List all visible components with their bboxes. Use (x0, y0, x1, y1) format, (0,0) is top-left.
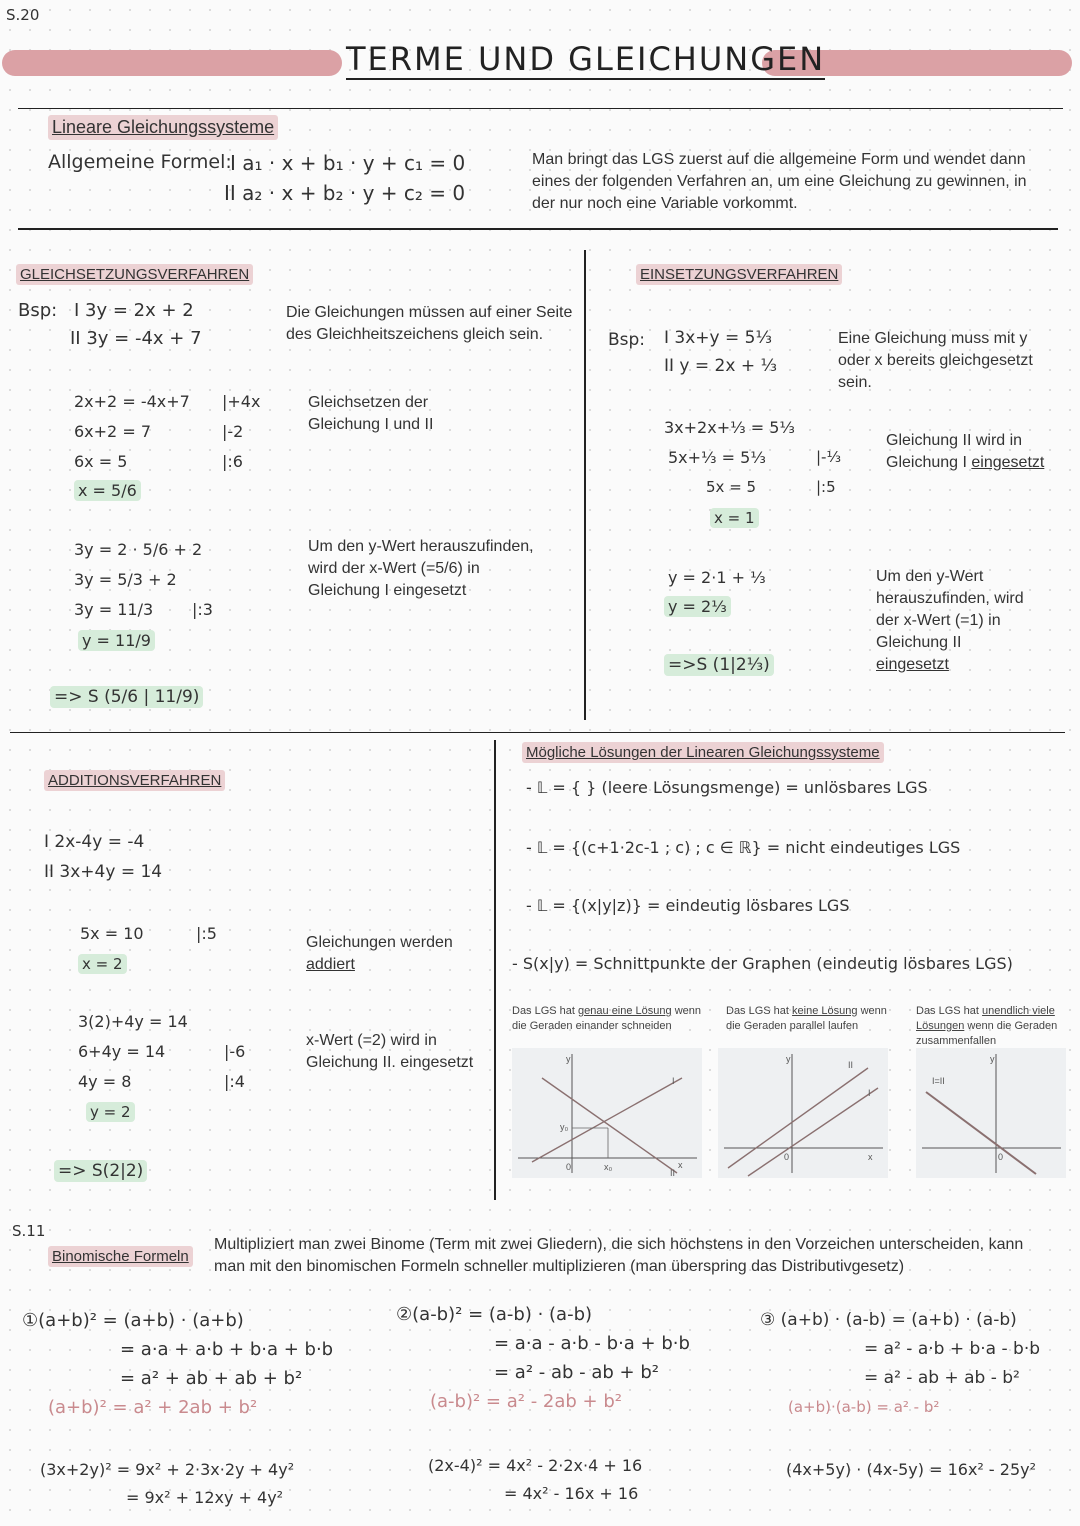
formula-3 (760, 1306, 1075, 1422)
formula-result: (a+b)² = a² + 2ab + b² (48, 1397, 258, 1418)
line-label: II (670, 1168, 676, 1178)
addition-section (44, 772, 484, 1202)
note: Die Gleichungen müssen auf einer Seite des Gleichheitszeichens gleich sein. (286, 304, 573, 343)
gleichsetzung-heading: GLEICHSETZUNGSVERFAHREN (16, 264, 253, 285)
op: |:3 (192, 600, 213, 619)
formula-line: = a·a + a·b + b·a + b·b (120, 1339, 334, 1360)
line-label: I (868, 1088, 871, 1098)
lgs-note: Man bringt das LGS zuerst auf die allgemeine Form und wendet dann eines der folgenden Verfahren an, um eine Gleichung zu gewinnen, in der nur noch eine Variable vorkommt. (532, 151, 1027, 212)
case-text: Das LGS hat (726, 1005, 789, 1017)
formula-line: = a² - a·b + b·a - b·b (864, 1339, 1041, 1359)
op: |-6 (224, 1042, 246, 1061)
op: |-⅓ (816, 448, 842, 466)
y-step: y = 2·1 + ⅓ (668, 568, 766, 587)
bsp-label: Bsp: (608, 330, 646, 350)
eq-1: I 2x-4y = -4 (44, 832, 145, 852)
binom-heading: Binomische Formeln (48, 1246, 193, 1267)
case-text: wenn die Geraden zusammenfallen (916, 1020, 1058, 1047)
solution-item: - 𝕃 = { } (leere Lösungsmenge) = unlösbares LGS (526, 778, 928, 797)
gleichsetzung-section (16, 266, 576, 726)
line-label: II (848, 1060, 854, 1070)
note-part: Gleichung II wird in (886, 432, 1023, 449)
lgs-heading: Lineare Gleichungssysteme (48, 115, 278, 140)
formula-line: ②(a-b)² = (a-b) · (a-b) (396, 1304, 593, 1325)
axis-label: x (868, 1152, 873, 1162)
formula-line: = a² - ab + ab - b² (864, 1368, 1020, 1388)
general-eq-1: I a₁ · x + b₁ · y + c₁ = 0 (230, 151, 466, 175)
case-text: Das LGS hat (512, 1005, 575, 1017)
axis-label: y (566, 1054, 571, 1064)
op: |:5 (816, 478, 836, 496)
note-part: eingesetzt (876, 656, 949, 673)
step: 6x = 5 (74, 452, 128, 471)
page-title: TERME UND GLEICHUNGEN (346, 40, 826, 78)
formula-line: = a·a - a·b - b·a + b·b (494, 1333, 690, 1354)
y-step: 6+4y = 14 (78, 1042, 166, 1061)
case-text: keine Lösung (792, 1005, 858, 1017)
example-line: = 9x² + 12xy + 4y² (126, 1488, 284, 1507)
y-step: 3(2)+4y = 14 (78, 1012, 188, 1031)
graph-coincident (916, 1048, 1066, 1178)
note-part: Gleichung I (886, 454, 967, 471)
formula-2-example (428, 1452, 748, 1508)
formula-1-example (40, 1456, 380, 1512)
note-part: addiert (306, 956, 355, 973)
formula-line: ①(a+b)² = (a+b) · (a+b) (22, 1310, 244, 1331)
line-label: I (672, 1076, 675, 1086)
axis-label: x (678, 1160, 683, 1170)
binom-intro: Multipliziert man zwei Binome (Term mit zwei Gliedern), die sich höchstens in den Vorzeichen unterscheiden, kann man mit den binomischen Formeln schneller multiplizieren (man überspring das Distributivgesetz) (214, 1236, 1024, 1275)
formula-line: ③ (a+b) · (a-b) = (a+b) · (a-b) (760, 1310, 1017, 1330)
step: 2x+2 = -4x+7 (74, 392, 190, 411)
op: |:6 (222, 452, 243, 471)
eq-1: I 3y = 2x + 2 (74, 300, 194, 321)
formula-label: Allgemeine Formel: (48, 151, 232, 173)
op: |:4 (224, 1072, 245, 1091)
note: Um den y-Wert herauszufinden, wird der x-Wert (=5/6) in Gleichung I eingesetzt (308, 538, 534, 599)
graph-intersecting (512, 1048, 702, 1178)
loesungen-heading: Mögliche Lösungen der Linearen Gleichungssysteme (522, 742, 884, 763)
step: 3x+2x+⅓ = 5⅓ (664, 418, 795, 437)
result-y: y = 11/9 (78, 630, 155, 651)
case-2-note (726, 1004, 901, 1034)
note-part: eingesetzt (971, 454, 1045, 471)
page-number: S.11 (12, 1222, 46, 1240)
eq-1: I 3x+y = 5⅓ (664, 328, 772, 348)
formula-1 (22, 1306, 382, 1422)
solution: => S (5/6 | 11/9) (50, 686, 203, 708)
note: Eine Gleichung muss mit y oder x bereits gleichgesetzt sein. (838, 330, 1033, 391)
example-line: (3x+2y)² = 9x² + 2·3x·2y + 4y² (40, 1460, 295, 1479)
case-text: unendlich viele Lösungen (916, 1005, 1055, 1032)
line-label: I=II (932, 1076, 945, 1086)
case-1-note (512, 1004, 712, 1034)
eq-2: II y = 2x + ⅓ (664, 356, 777, 376)
axis-label: 0 (784, 1152, 790, 1162)
result-x: x = 2 (78, 954, 127, 974)
step: 5x = 10 (80, 924, 144, 943)
case-text: wenn die Geraden einander schneiden (512, 1005, 701, 1032)
loesungen-section (506, 744, 1074, 1194)
page-number: S.20 (6, 6, 40, 24)
case-text: genau eine Lösung (578, 1005, 672, 1017)
axis-label: y (786, 1054, 791, 1064)
axis-label: 0 (566, 1162, 572, 1172)
case-text: wenn die Geraden parallel laufen (726, 1005, 887, 1032)
op: |:5 (196, 924, 217, 943)
op: |-2 (222, 422, 244, 441)
formula-3-example (786, 1456, 1076, 1484)
example-line: (2x-4)² = 4x² - 2·2x·4 + 16 (428, 1456, 643, 1475)
y-step: 4y = 8 (78, 1072, 132, 1091)
eq-2: II 3y = -4x + 7 (70, 328, 202, 349)
solution-item: - 𝕃 = {(c+1·2c-1 ; c) ; c ∈ ℝ} = nicht eindeutiges LGS (526, 838, 961, 857)
divider (10, 732, 1065, 733)
note (876, 566, 1036, 676)
case-text: Das LGS hat (916, 1005, 979, 1017)
einsetzung-heading: EINSETZUNGSVERFAHREN (636, 264, 842, 285)
axis-label: x₀ (604, 1162, 613, 1172)
formula-line: = a² + ab + ab + b² (120, 1368, 303, 1389)
formula-result: (a-b)² = a² - 2ab + b² (430, 1391, 622, 1412)
step: 5x = 5 (706, 478, 757, 496)
example-line: (4x+5y) · (4x-5y) = 16x² - 25y² (786, 1460, 1037, 1479)
note-part: Gleichungen werden (306, 934, 453, 951)
axis-label: y (990, 1054, 995, 1064)
lgs-section (48, 115, 1058, 212)
eq-2: II 3x+4y = 14 (44, 862, 163, 882)
graph-parallel (718, 1048, 888, 1178)
formula-2 (396, 1300, 756, 1416)
divider (18, 228, 1058, 230)
y-step: 3y = 2 · 5/6 + 2 (74, 540, 203, 559)
bsp-label: Bsp: (18, 300, 58, 321)
y-step: 3y = 5/3 + 2 (74, 570, 177, 589)
note: x-Wert (=2) wird in Gleichung II. eingesetzt (306, 1032, 474, 1071)
axis-label: y₀ (560, 1122, 569, 1132)
example-line: = 4x² - 16x + 16 (504, 1484, 639, 1503)
result-y: y = 2⅓ (664, 596, 731, 617)
solution: => S(2|2) (54, 1160, 147, 1182)
step: 5x+⅓ = 5⅓ (668, 448, 766, 467)
addition-heading: ADDITIONSVERFAHREN (44, 770, 225, 791)
note (306, 932, 476, 976)
solution-item: - 𝕃 = {(x|y|z)} = eindeutig lösbares LGS (526, 896, 850, 915)
formula-line: = a² - ab - ab + b² (494, 1362, 660, 1383)
result-x: x = 5/6 (74, 480, 141, 501)
formula-result: (a+b)·(a-b) = a² - b² (788, 1398, 940, 1416)
case-3-note (916, 1004, 1066, 1049)
einsetzung-section (606, 266, 1066, 726)
title-bar-left (2, 50, 342, 76)
axis-label: 0 (998, 1152, 1004, 1162)
y-step: 3y = 11/3 (74, 600, 154, 619)
step: 6x+2 = 7 (74, 422, 151, 441)
result-x: x = 1 (710, 508, 759, 528)
note (886, 430, 1056, 474)
divider (494, 740, 496, 1200)
solution: =>S (1|2⅓) (664, 654, 774, 676)
note: Gleichsetzen der Gleichung I und II (308, 394, 434, 433)
divider (584, 250, 586, 720)
general-eq-2: II a₂ · x + b₂ · y + c₂ = 0 (224, 181, 466, 205)
op: |+4x (222, 392, 261, 411)
binom-heading-wrap (48, 1248, 193, 1266)
result-y: y = 2 (86, 1102, 135, 1122)
divider (18, 108, 1063, 109)
note-part: Um den y-Wert herauszufinden, wird der x-Wert (=1) in Gleichung II (876, 568, 1024, 651)
solution-item: - S(x|y) = Schnittpunkte der Graphen (eindeutig lösbares LGS) (512, 954, 1013, 973)
